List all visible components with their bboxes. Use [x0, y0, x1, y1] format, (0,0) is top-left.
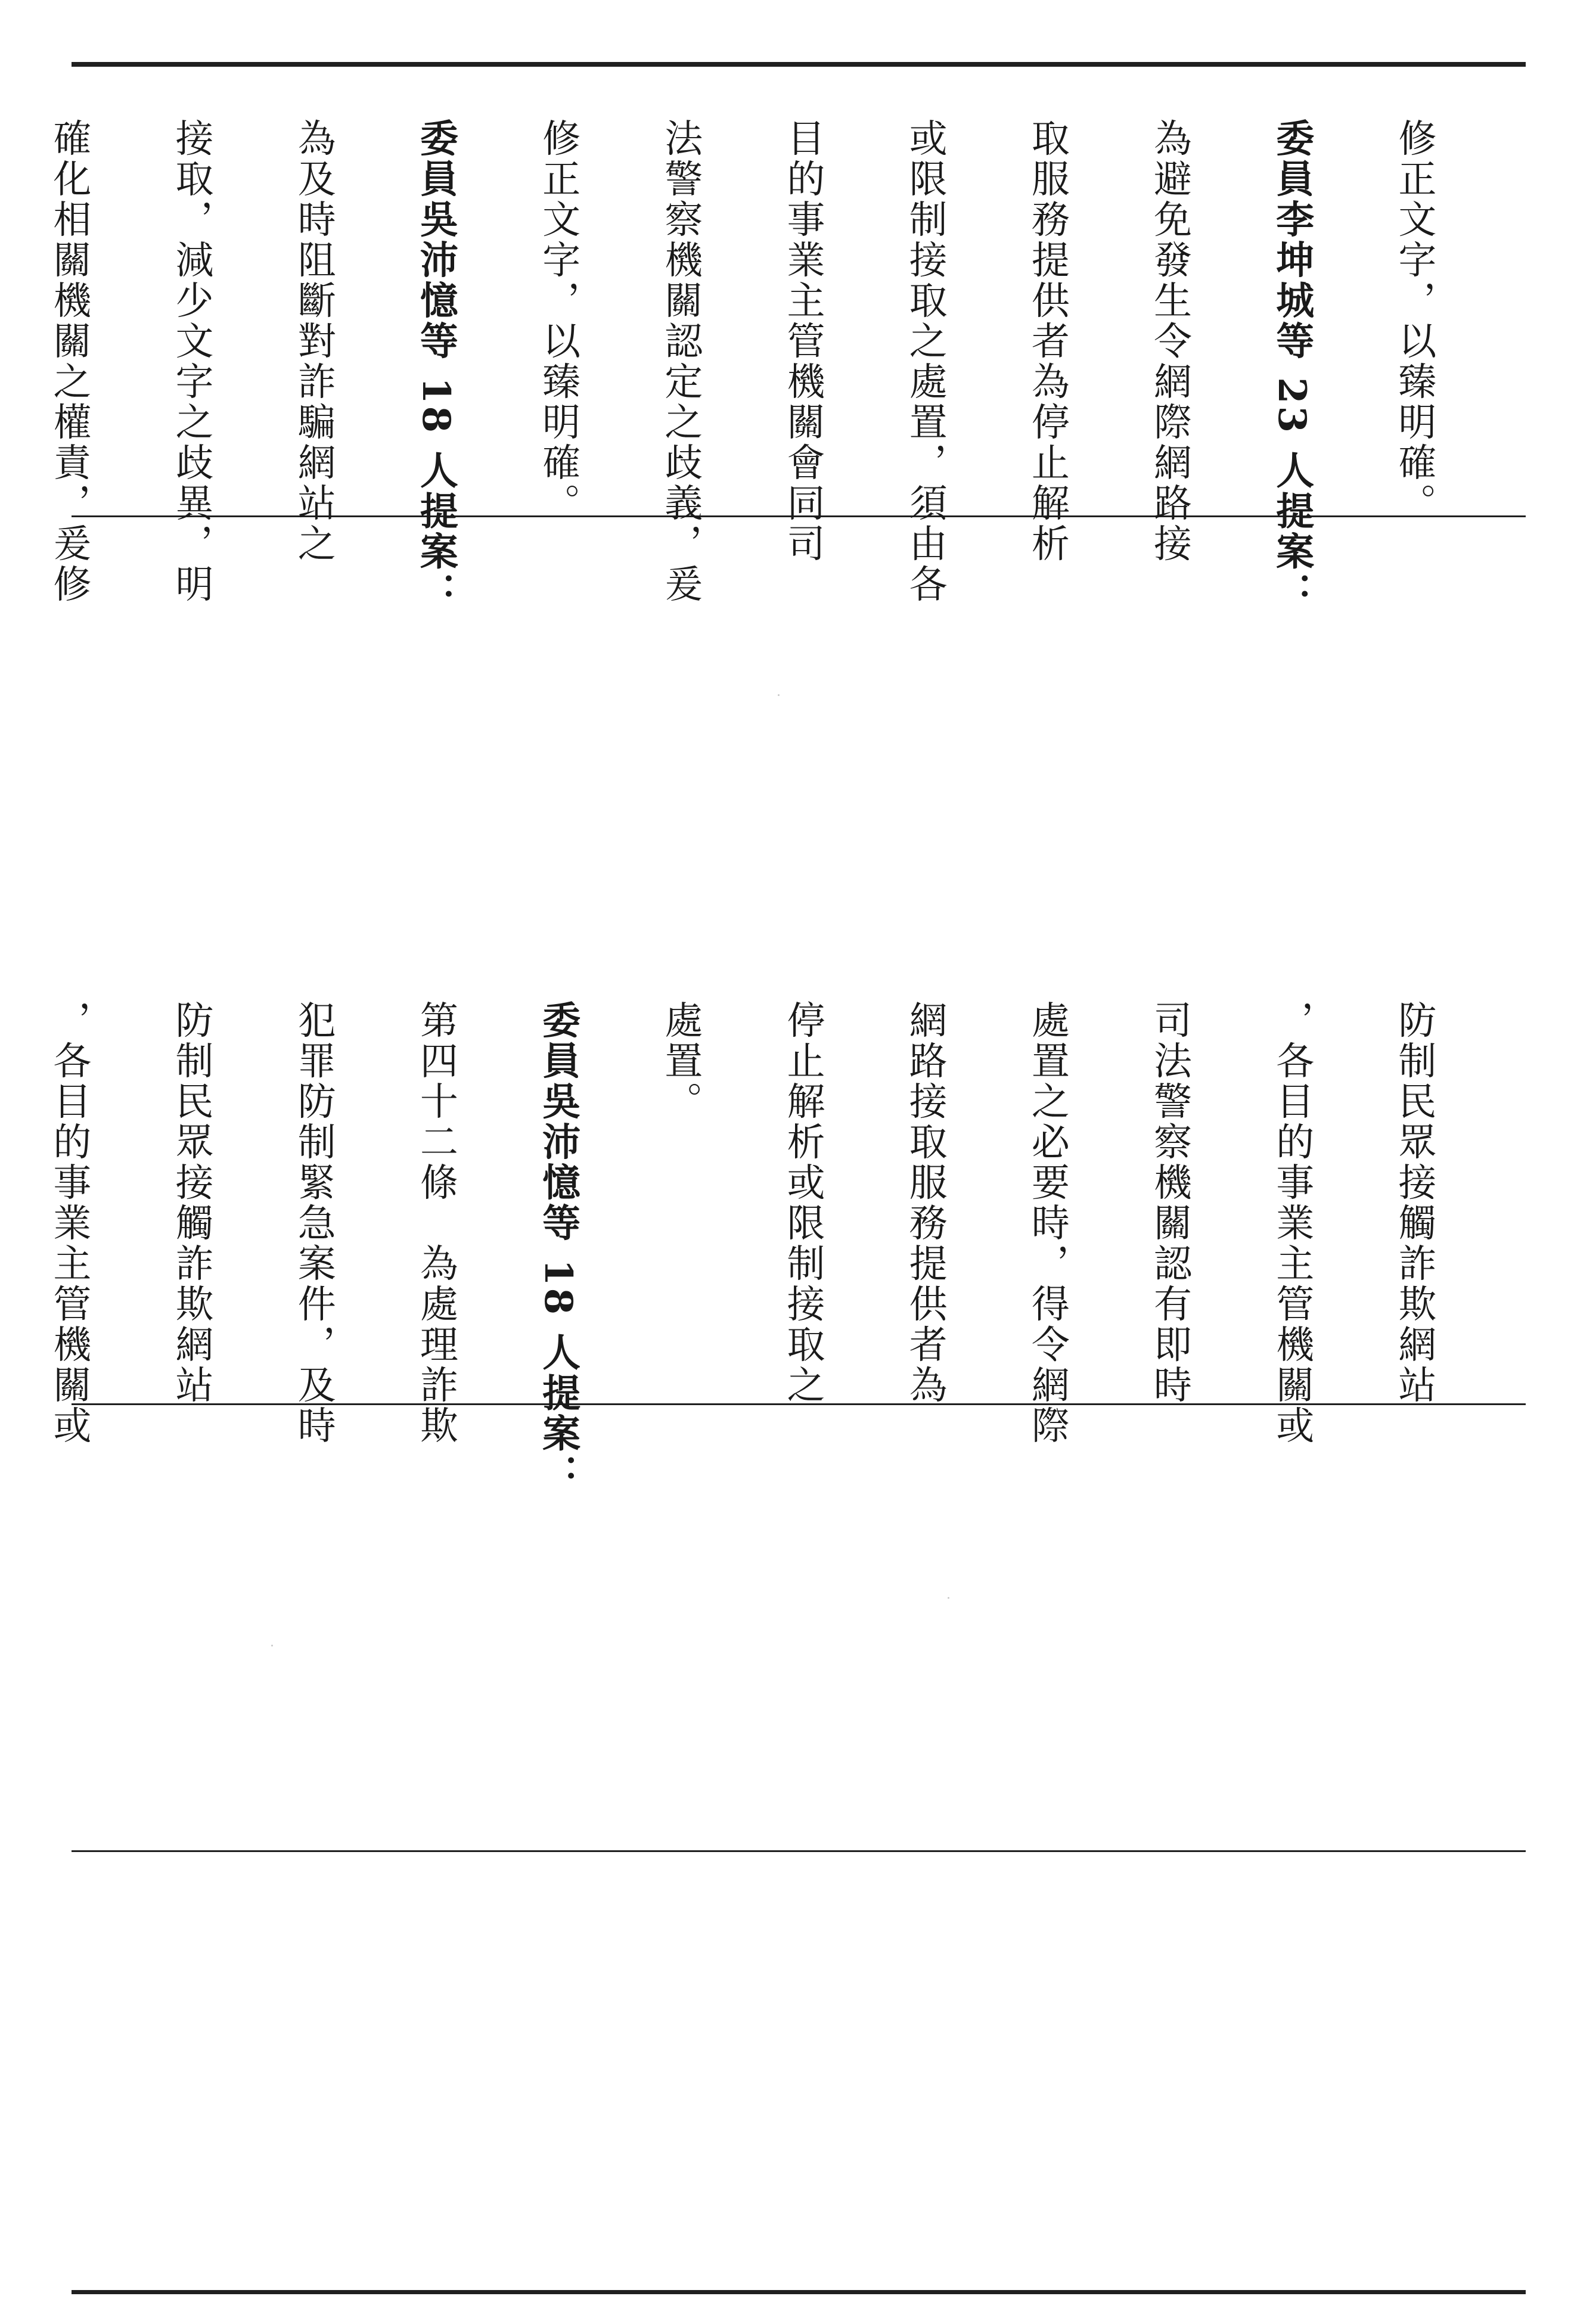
text-line: 司法警察機關認有即時: [1147, 1000, 1192, 1406]
article-column-middle: [46, 971, 1505, 1495]
text-line: 修正文字，以臻明確。: [1392, 118, 1436, 524]
text-line: ，各目的事業主管機關或: [1269, 1000, 1314, 1446]
explanation-column-top: [46, 89, 1505, 613]
text-line: 犯罪防制緊急案件，及時: [291, 1000, 336, 1446]
scan-speck: [271, 1645, 273, 1646]
text-line: 處置之必要時，得令網際: [1024, 1000, 1069, 1446]
proposer-heading: 委員李坤城等 23 人提案：: [1269, 118, 1315, 613]
proposer-heading: 委員吳沛憶等 18 人提案：: [413, 118, 458, 613]
text-line: 接取，減少文字之歧異，明: [169, 118, 213, 605]
text-line: 或限制接取之處置，須由各: [902, 118, 947, 605]
proposer-heading: 委員吳沛憶等 18 人提案：: [536, 1000, 581, 1495]
divider-3: [72, 1850, 1526, 1852]
top-rule: [72, 62, 1526, 67]
text-line: 修正文字，以臻明確。: [536, 118, 580, 524]
text-line: 網路接取服務提供者為: [902, 1000, 947, 1406]
text-line: 防制民眾接觸詐欺網站: [169, 1000, 213, 1406]
text-line: 停止解析或限制接取之: [780, 1000, 825, 1406]
scan-speck: [778, 694, 780, 696]
scan-speck: [948, 1597, 949, 1599]
text-line: ，各目的事業主管機關或: [46, 1000, 91, 1446]
text-line: 為避免發生令網際網路接: [1147, 118, 1192, 564]
text-line: 第四十二條 為處理詐欺: [413, 1000, 458, 1446]
text-line: 取服務提供者為停止解析: [1024, 118, 1069, 564]
text-line: 確化相關機關之權責，爰修: [46, 118, 91, 605]
text-line: 防制民眾接觸詐欺網站: [1392, 1000, 1436, 1406]
text-line: 法警察機關認定之歧義，爰: [658, 118, 703, 605]
bottom-rule: [72, 2290, 1526, 2294]
text-line: 目的事業主管機關會同司: [780, 118, 825, 564]
text-line: 為及時阻斷對詐騙網站之: [291, 118, 336, 564]
text-line: 處置。: [658, 1000, 703, 1122]
